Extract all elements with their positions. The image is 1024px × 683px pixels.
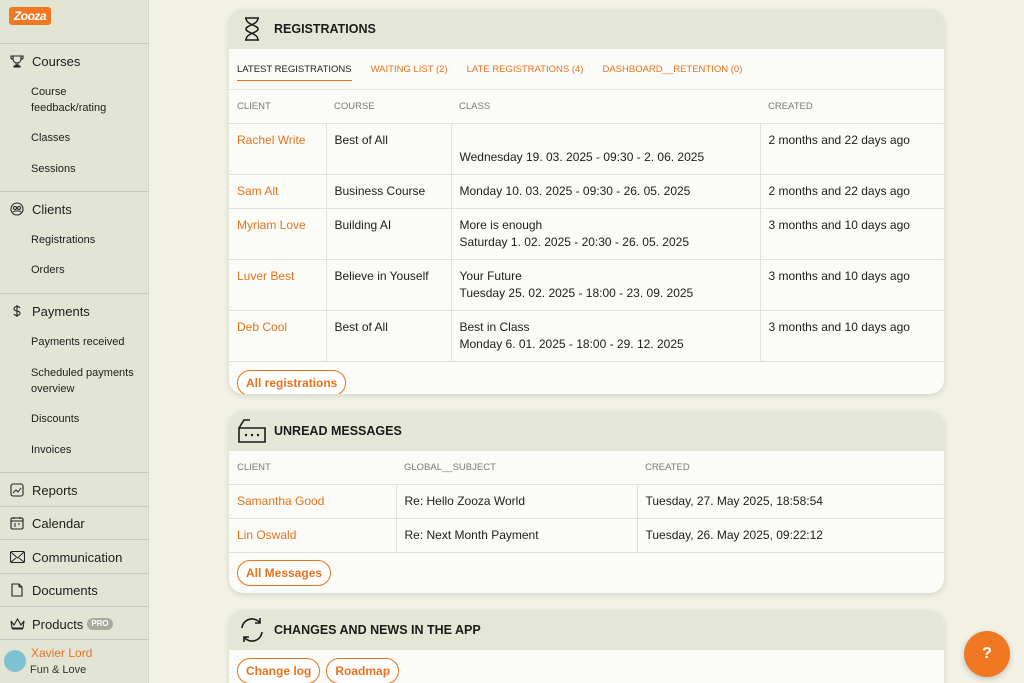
registrations-tabs	[229, 49, 944, 90]
column-header-class: CLASS	[451, 90, 760, 123]
class-cell	[451, 123, 760, 174]
table-header-row	[229, 451, 944, 484]
nav-scheduled-payments[interactable]: Scheduled payments overview	[31, 367, 134, 395]
divider	[0, 191, 149, 192]
all-registrations-button[interactable]: All registrations	[237, 370, 346, 395]
client-link[interactable]: Luver Best	[229, 259, 326, 310]
calendar-icon	[9, 515, 25, 531]
nav-clients-label: Clients	[32, 201, 72, 217]
nav-courses[interactable]	[9, 51, 80, 71]
crown-icon	[9, 616, 25, 632]
nav-payments-received[interactable]: Payments received	[31, 336, 125, 348]
subject-cell[interactable]: Re: Hello Zooza World	[396, 484, 637, 518]
table-row	[229, 310, 944, 361]
user-name[interactable]: Xavier Lord	[31, 646, 93, 660]
all-messages-button[interactable]: All Messages	[237, 560, 331, 586]
envelope-icon	[9, 549, 25, 565]
hourglass-icon	[237, 15, 267, 43]
column-header-client: CLIENT	[229, 90, 326, 123]
column-header-created: CREATED	[637, 451, 944, 484]
registrations-table	[229, 90, 944, 362]
course-cell: Building AI	[326, 208, 451, 259]
messages-card	[229, 411, 944, 593]
course-cell: Best of All	[326, 123, 451, 174]
tab-retention[interactable]: DASHBOARD__RETENTION (0)	[602, 63, 743, 75]
subject-cell[interactable]: Re: Next Month Payment	[396, 518, 637, 552]
class-name: Your Future	[459, 268, 522, 283]
table-row	[229, 518, 944, 552]
question-icon: ?	[982, 645, 992, 662]
class-time: Saturday 1. 02. 2025 - 20:30 - 26. 05. 2025	[459, 234, 689, 249]
tab-latest-registrations[interactable]: LATEST REGISTRATIONS	[237, 58, 352, 81]
changes-header	[229, 610, 944, 650]
client-link[interactable]: Lin Oswald	[229, 518, 396, 552]
nav-classes[interactable]: Classes	[31, 132, 71, 144]
nav-calendar-label: Calendar	[32, 515, 85, 531]
registrations-header	[229, 9, 944, 49]
divider	[0, 472, 149, 473]
divider	[0, 606, 149, 607]
created-cell: Tuesday, 27. May 2025, 18:58:54	[637, 484, 944, 518]
table-row	[229, 484, 944, 518]
client-link[interactable]: Myriam Love	[229, 208, 326, 259]
changes-card	[229, 610, 944, 683]
table-row	[229, 259, 944, 310]
class-time: Monday 6. 01. 2025 - 18:00 - 29. 12. 2025	[459, 336, 684, 351]
divider	[0, 506, 149, 507]
nav-course-feedback[interactable]: Course feedback/rating	[31, 86, 107, 114]
nav-courses-label: Courses	[32, 53, 81, 69]
created-cell: 2 months and 22 days ago	[760, 123, 944, 174]
pro-badge: PRO	[87, 618, 112, 630]
changes-title: CHANGES AND NEWS IN THE APP	[274, 623, 481, 637]
inbox-icon	[237, 417, 267, 445]
nav-payments-label: Payments	[32, 303, 90, 319]
refresh-icon	[237, 616, 267, 644]
avatar[interactable]	[4, 650, 26, 672]
messages-title: UNREAD MESSAGES	[274, 424, 402, 438]
tab-late-registrations[interactable]: LATE REGISTRATIONS (4)	[466, 63, 584, 75]
client-link[interactable]: Rachel Write	[229, 123, 326, 174]
document-icon	[9, 582, 25, 598]
nav-orders[interactable]: Orders	[31, 264, 65, 276]
created-cell: 2 months and 22 days ago	[760, 174, 944, 208]
registrations-footer	[229, 362, 944, 395]
table-row	[229, 208, 944, 259]
column-header-course: COURSE	[326, 90, 451, 123]
nav-products[interactable]	[9, 614, 113, 634]
class-time: Monday 10. 03. 2025 - 09:30 - 26. 05. 2025	[459, 183, 691, 198]
client-link[interactable]: Sam Alt	[229, 174, 326, 208]
zooza-logo[interactable]: Zooza	[9, 7, 51, 25]
course-cell: Best of All	[326, 310, 451, 361]
class-time: Wednesday 19. 03. 2025 - 09:30 - 2. 06. 2025	[459, 149, 705, 164]
class-name: More is enough	[459, 217, 543, 232]
nav-communication[interactable]	[9, 547, 122, 567]
messages-header	[229, 411, 944, 451]
divider	[0, 539, 149, 540]
nav-registrations[interactable]: Registrations	[31, 234, 96, 246]
help-button[interactable]	[964, 631, 1010, 677]
nav-documents-label: Documents	[32, 582, 98, 598]
sidebar	[0, 0, 149, 683]
column-header-subject: GLOBAL__SUBJECT	[396, 451, 637, 484]
client-link[interactable]: Deb Cool	[229, 310, 326, 361]
divider	[0, 43, 149, 44]
class-name	[460, 132, 752, 149]
messages-table	[229, 451, 944, 553]
changes-buttons	[229, 650, 944, 683]
chart-icon	[9, 482, 25, 498]
nav-invoices[interactable]: Invoices	[31, 444, 72, 456]
created-cell: 3 months and 10 days ago	[760, 208, 944, 259]
change-log-button[interactable]: Change log	[237, 658, 320, 683]
trophy-icon	[9, 53, 25, 69]
table-header-row	[229, 90, 944, 123]
messages-footer	[229, 553, 944, 593]
class-cell	[451, 259, 760, 310]
course-cell: Business Course	[326, 174, 451, 208]
nav-documents[interactable]	[9, 580, 98, 600]
nav-communication-label: Communication	[32, 549, 123, 565]
nav-payments[interactable]	[9, 301, 90, 321]
column-header-client: CLIENT	[229, 451, 396, 484]
class-time: Tuesday 25. 02. 2025 - 18:00 - 23. 09. 2025	[459, 285, 694, 300]
users-icon	[9, 201, 25, 217]
nav-reports-label: Reports	[32, 482, 78, 498]
column-header-created: CREATED	[760, 90, 944, 123]
nav-discounts[interactable]: Discounts	[31, 413, 80, 425]
nav-reports[interactable]	[9, 480, 78, 500]
table-row	[229, 174, 944, 208]
registrations-card	[229, 9, 944, 394]
registrations-title: REGISTRATIONS	[274, 22, 376, 36]
class-cell	[451, 208, 760, 259]
nav-products-label: Products	[32, 616, 84, 632]
course-cell: Believe in Youself	[326, 259, 451, 310]
user-organization: Fun & Love	[30, 664, 87, 676]
divider	[0, 573, 149, 574]
money-icon	[9, 303, 25, 319]
class-cell	[451, 174, 760, 208]
class-name: Best in Class	[459, 319, 530, 334]
nav-calendar[interactable]	[9, 513, 85, 533]
nav-clients[interactable]	[9, 199, 72, 219]
divider	[0, 639, 149, 640]
client-link[interactable]: Samantha Good	[229, 484, 396, 518]
created-cell: 3 months and 10 days ago	[760, 310, 944, 361]
divider	[0, 293, 149, 294]
class-cell	[451, 310, 760, 361]
created-cell: 3 months and 10 days ago	[760, 259, 944, 310]
nav-sessions[interactable]: Sessions	[31, 163, 76, 175]
created-cell: Tuesday, 26. May 2025, 09:22:12	[637, 518, 944, 552]
tab-waiting-list[interactable]: WAITING LIST (2)	[370, 63, 448, 75]
table-row	[229, 123, 944, 174]
roadmap-button[interactable]: Roadmap	[326, 658, 399, 683]
